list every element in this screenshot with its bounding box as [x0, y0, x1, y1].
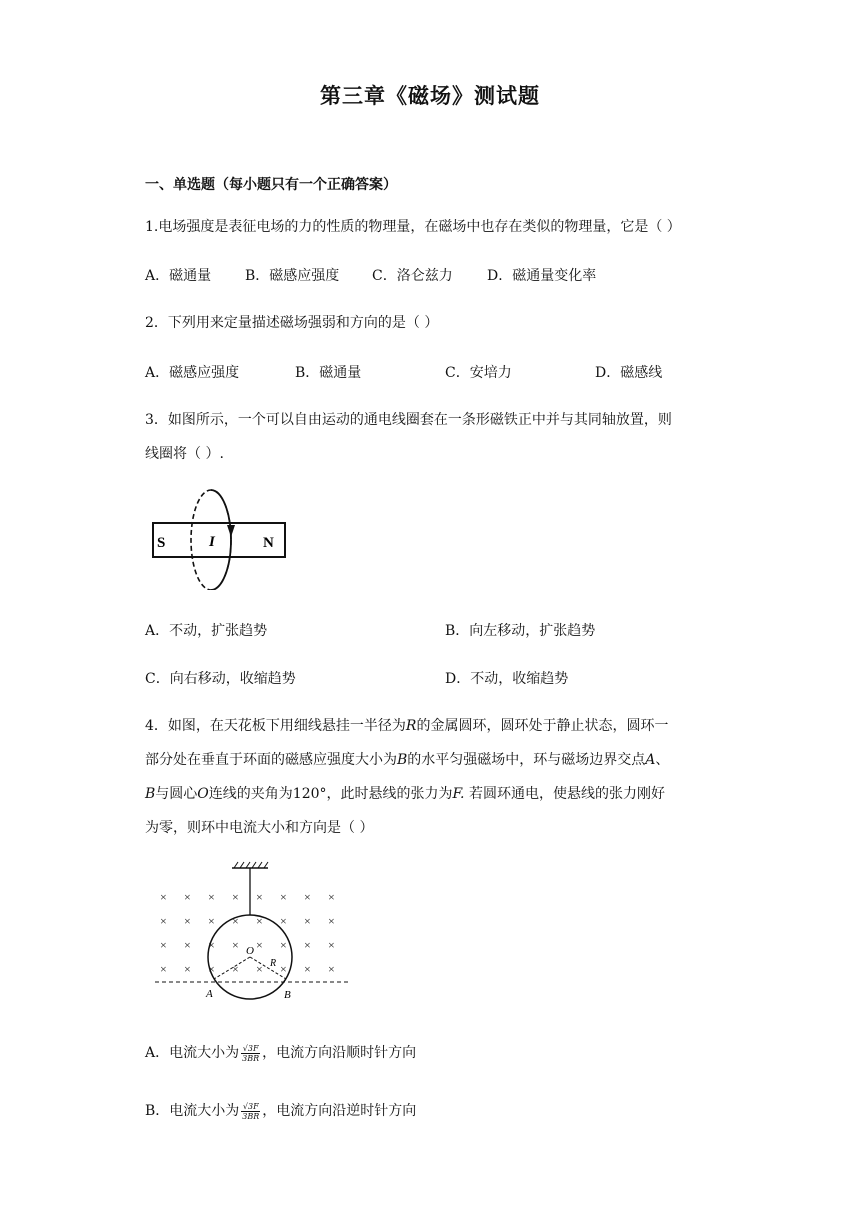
- field-cross-0-1: ×: [184, 890, 191, 904]
- q2-option-d: D．磁感线: [595, 365, 663, 381]
- field-cross-3-3: ×: [232, 962, 239, 976]
- field-cross-1-1: ×: [184, 914, 191, 928]
- field-cross-3-5: ×: [280, 962, 287, 976]
- q2-option-c: C．安培力: [445, 365, 512, 381]
- q4-option-b: B．电流大小为 $\frac{√3F}{3BR}$ ，电流方向沿逆时针方向: [145, 1101, 417, 1121]
- field-cross-3-6: ×: [304, 962, 311, 976]
- q1-option-d: D．磁通量变化率: [487, 268, 597, 284]
- ring-field-figure: [150, 858, 355, 1008]
- field-cross-1-5: ×: [280, 914, 287, 928]
- pole-s: S: [157, 535, 166, 551]
- q4-option-a: A．电流大小为 $\frac{√3F}{3BR}$ ，电流方向沿顺时针方向: [145, 1043, 417, 1063]
- q3-option-d: D．不动，收缩趋势: [445, 671, 569, 687]
- field-cross-1-0: ×: [160, 914, 167, 928]
- field-cross-2-4: ×: [256, 938, 263, 952]
- field-cross-1-6: ×: [304, 914, 311, 928]
- field-cross-3-7: ×: [328, 962, 335, 976]
- page-title: 第三章《磁场》测试题: [320, 84, 540, 108]
- field-cross-0-7: ×: [328, 890, 335, 904]
- field-cross-0-5: ×: [280, 890, 287, 904]
- field-cross-3-4: ×: [256, 962, 263, 976]
- q3-option-b: B．向左移动，扩张趋势: [445, 623, 596, 639]
- q2-option-b: B．磁通量: [295, 365, 362, 381]
- ceiling-hatch: [234, 862, 268, 868]
- q2-option-a: A．磁感应强度: [145, 365, 240, 381]
- question-4-line3: B与圆心O连线的夹角为120°，此时悬线的张力为F. 若圆环通电，使悬线的张力刚好: [145, 786, 665, 802]
- magnet-coil-figure: [145, 485, 305, 590]
- radius-label: R: [270, 958, 277, 969]
- question-1-text: 1.电场强度是表征电场的力的性质的物理量，在磁场中也存在类似的物理量，它是（ ）: [145, 219, 681, 235]
- field-cross-2-1: ×: [184, 938, 191, 952]
- q3-option-c: C．向右移动，收缩趋势: [145, 671, 296, 687]
- question-3-line1: 3．如图所示，一个可以自由运动的通电线圈套在一条形磁铁正中并与其同轴放置，则: [145, 412, 672, 428]
- field-cross-0-6: ×: [304, 890, 311, 904]
- section-heading: 一、单选题（每小题只有一个正确答案）: [145, 177, 397, 193]
- question-4-line2: 部分处在垂直于环面的磁感应强度大小为B的水平匀强磁场中，环与磁场边界交点A、: [145, 752, 670, 768]
- field-cross-3-0: ×: [160, 962, 167, 976]
- question-2-text: 2．下列用来定量描述磁场强弱和方向的是（ ）: [145, 315, 439, 331]
- question-4-line4: 为零，则环中电流大小和方向是（ ）: [145, 820, 374, 836]
- field-cross-2-2: ×: [208, 938, 215, 952]
- center-label: O: [246, 945, 254, 957]
- field-cross-2-6: ×: [304, 938, 311, 952]
- question-4-line1: 4．如图，在天花板下用细线悬挂一半径为R的金属圆环，圆环处于静止状态，圆环一: [145, 718, 669, 734]
- field-cross-2-5: ×: [280, 938, 287, 952]
- current-label: I: [209, 534, 215, 550]
- point-a-label: A: [206, 988, 213, 1000]
- q1-option-a: A．磁通量: [145, 268, 212, 284]
- q3-option-a: A．不动，扩张趋势: [145, 623, 268, 639]
- magnetic-field-crosses: [160, 890, 335, 976]
- field-cross-0-3: ×: [232, 890, 239, 904]
- field-cross-3-2: ×: [208, 962, 215, 976]
- pole-n: N: [263, 535, 274, 551]
- field-cross-1-4: ×: [256, 914, 263, 928]
- field-cross-3-1: ×: [184, 962, 191, 976]
- q1-option-b: B．磁感应强度: [245, 268, 340, 284]
- point-b-label: B: [284, 989, 291, 1001]
- field-cross-1-2: ×: [208, 914, 215, 928]
- field-cross-2-0: ×: [160, 938, 167, 952]
- current-arrow-icon: [227, 525, 235, 537]
- q1-option-c: C．洛仑兹力: [372, 268, 453, 284]
- field-cross-0-2: ×: [208, 890, 215, 904]
- field-cross-1-3: ×: [232, 914, 239, 928]
- question-3-line2: 线圈将（ ）.: [145, 446, 224, 462]
- field-cross-1-7: ×: [328, 914, 335, 928]
- field-cross-2-3: ×: [232, 938, 239, 952]
- field-cross-0-4: ×: [256, 890, 263, 904]
- field-cross-0-0: ×: [160, 890, 167, 904]
- field-cross-2-7: ×: [328, 938, 335, 952]
